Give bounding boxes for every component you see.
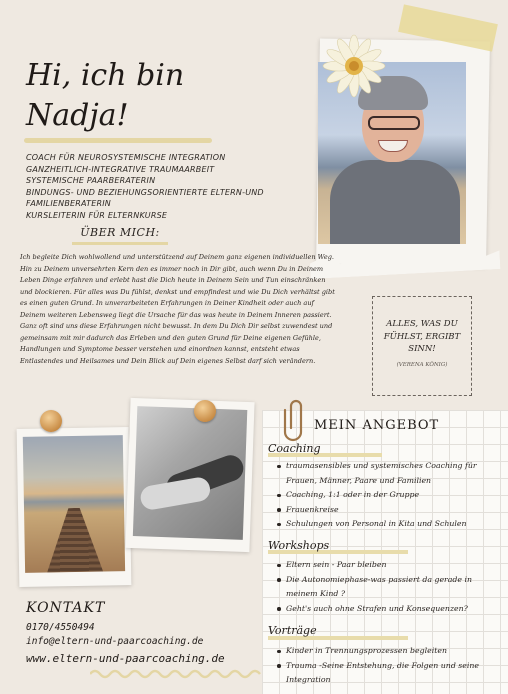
list-item: Trauma -Seine Entstehung, die Folgen und seine Integration bbox=[276, 659, 502, 688]
section-title-workshops: Workshops bbox=[268, 539, 330, 552]
qualification-item: SYSTEMISCHE PAARBERATERIN bbox=[26, 176, 156, 186]
hand-shape bbox=[139, 476, 212, 512]
quote-author: (VERENA KÖNIG) bbox=[396, 362, 448, 368]
glasses-shape bbox=[368, 116, 420, 130]
contact-phone[interactable]: 0170/4550494 bbox=[26, 622, 95, 633]
hands-photo bbox=[133, 406, 247, 540]
paperclip-icon bbox=[282, 398, 308, 444]
list-item: Schulungen von Personal in Kita und Schulen bbox=[276, 517, 502, 532]
section-title-talks: Vorträge bbox=[268, 624, 317, 637]
list-item: Kinder in Trennungsprozessen begleiten bbox=[276, 644, 502, 659]
pushpin-icon bbox=[40, 410, 62, 432]
list-item: Geht's auch ohne Strafen und Konsequenzen? bbox=[276, 602, 502, 617]
pier-shape bbox=[46, 508, 103, 573]
qualification-item: COACH FÜR NEUROSYSTEMISCHE INTEGRATION bbox=[26, 153, 226, 162]
list-item: Eltern sein - Paar bleiben bbox=[276, 558, 502, 573]
section-title-coaching: Coaching bbox=[268, 442, 321, 455]
contact-website[interactable]: www.eltern-und-paarcoaching.de bbox=[26, 652, 225, 665]
contact-heading: KONTAKT bbox=[26, 600, 106, 616]
pressed-flower-icon bbox=[318, 30, 390, 102]
list-item: Frauenkreise bbox=[276, 503, 502, 518]
hoodie-shape bbox=[330, 160, 460, 244]
list-item: traumasensibles und systemisches Coaching für Frauen, Männer, Paare und Familien bbox=[276, 459, 502, 488]
pushpin-icon bbox=[194, 400, 216, 422]
qualifications-list bbox=[26, 152, 326, 222]
coaching-list bbox=[276, 459, 502, 532]
workshops-list bbox=[276, 558, 502, 616]
qualification-item: GANZHEITLICH-INTEGRATIVE TRAUMAARBEIT bbox=[26, 164, 215, 174]
page-title bbox=[26, 56, 226, 136]
about-heading-underline bbox=[72, 242, 168, 245]
beach-pier-photo bbox=[23, 435, 125, 573]
qualification-item: BINDUNGS- UND BEZIEHUNGSORIENTIERTE ELTERN-UND FAMILIENBERATERIN bbox=[26, 187, 264, 209]
quote-text: ALLES, WAS DU FÜHLST, ERGIBT SINN! bbox=[383, 319, 461, 354]
offer-heading: MEIN ANGEBOT bbox=[314, 418, 440, 433]
list-item: Die Autonomiephase-was passiert da gerade in meinem Kind ? bbox=[276, 573, 502, 602]
about-heading: ÜBER MICH: bbox=[80, 226, 160, 239]
polaroid-beach bbox=[17, 427, 132, 587]
about-text: Ich begleite Dich wohlwollend und unterstützend auf Deinem ganz eigenen individuellen Weg. Hin zu Deinem unversehrten Kern den es immer noch in Dir gibt, auch wenn Du in Deinem Leben Dinge erfahren und erlebt hast die Dich heute in Deinem Sein und Tun einschränken und blockieren. Für alles was Du fühlst, denkst und empfindest und wie Du Dich verhältst gibt es einen guten Grund. In unverarbeiteten Erfahrungen in Deiner Kindheit oder auch auf Deinem weiteren Lebensweg liegt die Ursache für das was heute in Deinem Inneren passiert. Ganz oft sind uns diese Erfahrungen nicht bewusst. In dem Du Dich Dir selbst zuwendest und gemeinsam mit mir dadurch das Erleben und den guten Grund für Deine eigenen Gefühle, Handlungen und Symptome besser verstehen und einordnen kannst, entsteht etwas Entlastendes und Heilsames und Dein Blick auf Dein eigenes Selbst darf sich verändern. bbox=[20, 253, 335, 365]
title-line-1: Hi, ich bin bbox=[26, 58, 185, 93]
talks-list bbox=[276, 644, 502, 688]
polaroid-hands bbox=[125, 398, 254, 552]
list-item: Coaching, 1:1 oder in der Gruppe bbox=[276, 488, 502, 503]
contact-email[interactable]: info@eltern-und-paarcoaching.de bbox=[26, 636, 204, 647]
qualification-item: KURSLEITERIN FÜR ELTERNKURSE bbox=[26, 210, 168, 220]
title-line-2: Nadja! bbox=[26, 98, 129, 133]
wave-decoration bbox=[90, 668, 266, 680]
title-underline bbox=[24, 138, 212, 143]
